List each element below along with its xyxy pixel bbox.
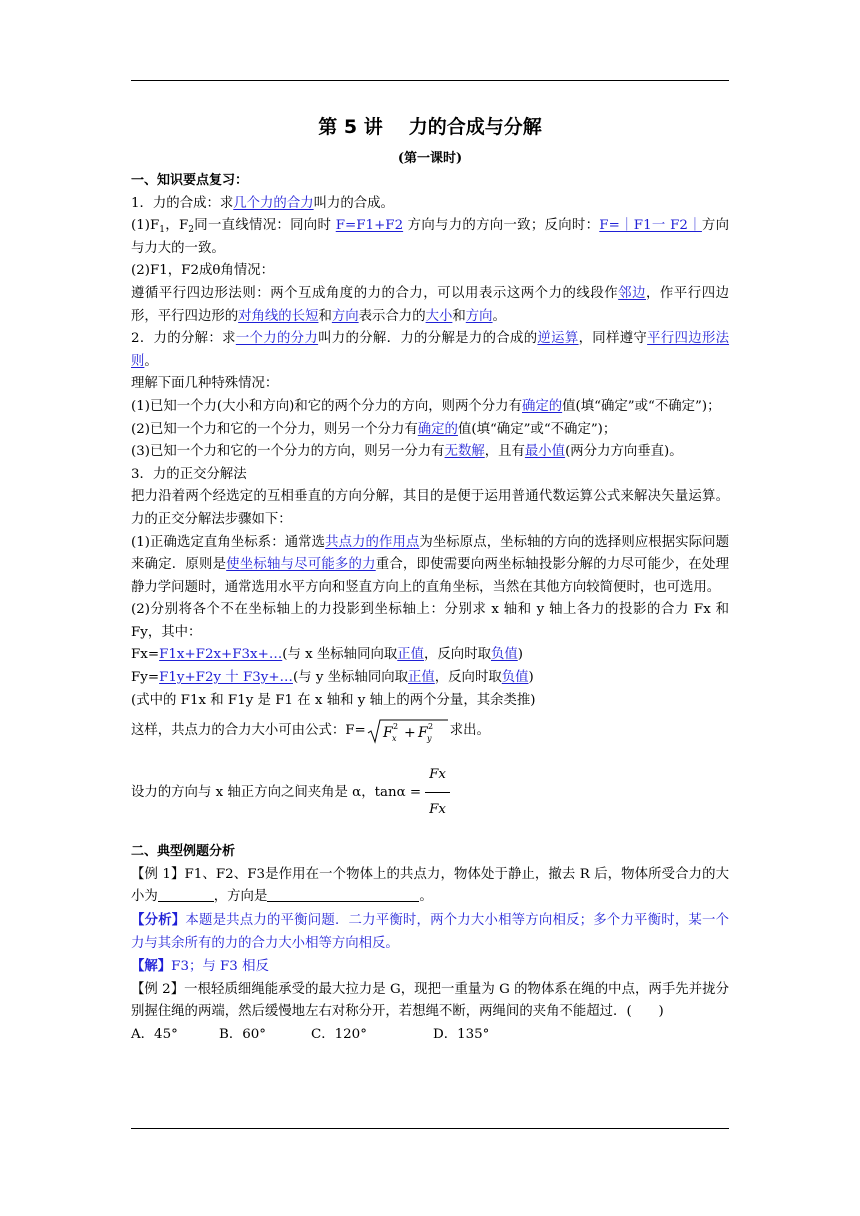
option-d: D．135° xyxy=(433,1027,490,1042)
svg-text:2: 2 xyxy=(427,721,433,731)
formula-fx: Fx=F1x+F2x+F3x+…(与 x 坐标轴同向取正值，反向时取负值) xyxy=(131,647,523,663)
top-rule xyxy=(131,80,729,81)
case-2: (2)已知一个力和它的一个分力，则另一个分力有确定的值(填“确定”或“不确定”)； xyxy=(131,421,617,437)
case-1: (1)已知一个力(大小和方向)和它的两个分力的方向，则两个分力有确定的值(填“确定”或“不确定”)； xyxy=(131,398,721,414)
paragraph-parallelogram: 遵循平行四边形法则：两个互成角度的力的合力，可以用表示这两个力的线段作邻边，作平行四边形，平行四边形的对角线的长短和方向表示合力的大小和方向。 xyxy=(131,285,730,324)
case-3: (3)已知一个力和它的一个分力的方向，则另一分力有无数解，且有最小值(两分力方向垂直)。 xyxy=(131,444,683,460)
svg-text:x: x xyxy=(391,733,397,743)
paragraph-resultant-formula: 这样，共点力的合力大小可由公式：F= F x 2 + F y 2 求出。 xyxy=(131,716,729,746)
option-a: A．45° xyxy=(131,1027,178,1042)
paragraph-orthogonal-intro: 把力沿着两个经选定的互相垂直的方向分解，其目的是便于运用普通代数运算公式来解决矢量运算。力的正交分解法步骤如下： xyxy=(131,489,729,527)
section2-heading: 二、典型例题分析 xyxy=(131,844,236,860)
paragraph-synthesis: 1．力的合成：求几个力的合力叫力的合成。 xyxy=(131,195,394,211)
title-topic: 力的合成与分解 xyxy=(408,116,542,138)
paragraph-decomposition: 2．力的分解：求一个力的分力叫力的分解．力的分解是力的合成的逆运算，同样遵守平行四边形法则。 xyxy=(131,331,730,369)
example-1-analysis: 【分析】本题是共点力的平衡问题．二力平衡时，两个力大小相等方向相反；多个力平衡时，某一个力与其余所有的力的合力大小相等方向相反。 xyxy=(131,912,730,951)
svg-text:y: y xyxy=(426,733,432,743)
paragraph-orthogonal-heading: 3．力的正交分解法 xyxy=(131,466,247,482)
example-1: 【例 1】F1、F2、F3是作用在一个物体上的共点力，物体处于静止，撤去 R 后，物体所受合力的大小为 ，方向是 。 xyxy=(131,866,729,905)
sqrt-formula xyxy=(366,717,450,745)
paragraph-angle-formula: 设力的方向与 x 轴正方向之间夹角是 α，tanα = $\frac{Fx}{Fx}$ xyxy=(131,760,729,825)
formula-fy: Fy=F1y+F2y 十 F3y+…(与 y 坐标轴同向取正值，反向时取负值) xyxy=(131,670,534,686)
page-title xyxy=(131,110,729,144)
document-body xyxy=(131,110,729,1047)
paragraph-coordinate-system: (1)正确选定直角坐标系：通常选共点力的作用点为坐标原点，坐标轴的方向的选择则应根据实际问题来确定．原则是使坐标轴与尽可能多的力重合，即使需要向两坐标轴投影分解的力尽可能少，在处理静力学问题时，通常选用水平方向和竖直方向上的直角坐标，当然在其他方向较简便时，也可选用。 xyxy=(131,534,730,595)
example-1-solution: 【解】F3；与 F3 相反 xyxy=(131,958,269,975)
paragraph-projection: (2)分别将各个不在坐标轴上的力投影到坐标轴上：分别求 x 轴和 y 轴上各力的投影的合力 Fx 和 Fy，其中： xyxy=(131,602,729,640)
svg-text:F: F xyxy=(382,724,393,741)
option-c: C．120° xyxy=(311,1027,367,1042)
title-lesson-number: 第 5 讲 xyxy=(318,116,383,138)
svg-text:2: 2 xyxy=(392,721,398,731)
option-b: B．60° xyxy=(219,1027,266,1042)
svg-text:+: + xyxy=(403,724,416,741)
tan-fraction: $\frac{Fx}{Fx}$ xyxy=(425,760,450,825)
paragraph-component-note: (式中的 F1x 和 F1y 是 F1 在 x 轴和 y 轴上的两个分量，其余类推) xyxy=(131,692,536,708)
section1-heading: 一、知识要点复习： xyxy=(131,173,249,188)
bottom-rule xyxy=(131,1128,729,1129)
example-2-options xyxy=(131,1024,729,1047)
example-2: 【例 2】一根轻质细绳能承受的最大拉力是 G，现把一重量为 G 的物体系在绳的中点，两手先并拢分别握住绳的两端，然后缓慢地左右对称分开，若想绳不断，两绳间的夹角不能超过．( ) xyxy=(131,981,729,1020)
paragraph-same-line: $(1)F_1$，$F_2$同一直线情况：同向时 F=F1+F2 方向与力的方向一致；反向时：F=｜F1一 F2｜方向与力大的一致。 xyxy=(131,218,729,256)
lesson-subtitle: (第一课时) xyxy=(397,151,463,166)
svg-text:F: F xyxy=(417,724,428,741)
paragraph-special-cases: 理解下面几种特殊情况： xyxy=(131,376,279,392)
paragraph-angle-case: (2)F1，F2成θ角情况： xyxy=(131,263,274,279)
